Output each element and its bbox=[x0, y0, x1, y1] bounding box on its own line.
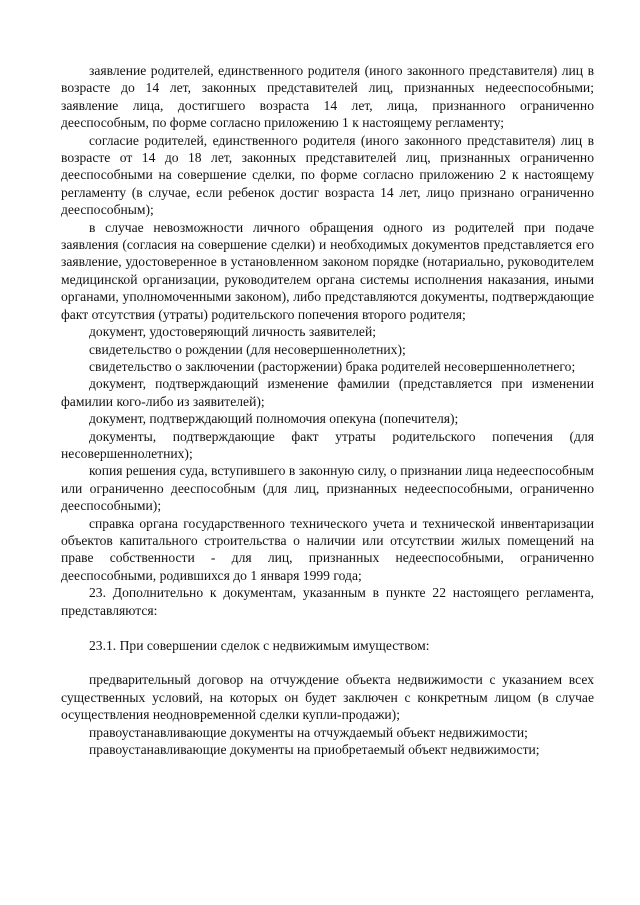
section-subheading: 23.1. При совершении сделок с недвижимым имуществом: bbox=[89, 637, 430, 653]
paragraph-property-certificate: справка органа государственного технического учета и технической инвентаризации объектов капитального строительства о наличии или отсутствии жилых помещений на праве собственности - для лиц, признанных недееспособными, ограниченно дееспособными, родившихся до 1 января 1999 года; bbox=[61, 515, 594, 583]
paragraph-guardian-authority: документ, подтверждающий полномочия опекуна (попечителя); bbox=[89, 411, 459, 427]
paragraph-birth-certificate: свидетельство о рождении (для несовершеннолетних); bbox=[89, 341, 406, 357]
paragraph-consent: согласие родителей, единственного родителя (иного законного представителя) лиц в возрасте от 14 до 18 лет, законных представителей лиц, признанных ограниченно дееспособными на совершение сделки, по форме согласно приложению 2 к настоящему регламенту (в случае, если ребенок достиг возраста 14 лет, лицо признано ограниченно дееспособным); bbox=[61, 132, 594, 218]
paragraph-alienated-property-docs: правоустанавливающие документы на отчуждаемый объект недвижимости; bbox=[89, 724, 528, 740]
paragraph-preliminary-contract: предварительный договор на отчуждение объекта недвижимости с указанием всех существенных условий, на которых он будет заключен с конкретным лицом (в случае осуществления неодновременной сделки купли-продажи); bbox=[61, 672, 594, 723]
paragraph-name-change: документ, подтверждающий изменение фамилии (представляется при изменении фамилии кого-либо из заявителей); bbox=[61, 376, 594, 409]
paragraph-court-decision: копия решения суда, вступившего в законную силу, о признании лица недееспособным или ограниченно дееспособным (для лиц, признанных недееспособными, ограниченно дееспособными); bbox=[61, 463, 594, 514]
paragraph-identity-document: документ, удостоверяющий личность заявителей; bbox=[89, 324, 377, 340]
spacer bbox=[61, 619, 594, 637]
paragraph-loss-of-care: документы, подтверждающие факт утраты родительского попечения (для несовершеннолетних); bbox=[61, 428, 594, 461]
document-page bbox=[61, 62, 594, 758]
paragraph-section-23: 23. Дополнительно к документам, указанным в пункте 22 настоящего регламента, представляются: bbox=[61, 585, 594, 618]
paragraph-absence: в случае невозможности личного обращения одного из родителей при подаче заявления (согласия на совершение сделки) и необходимых документов представляется его заявление, удостоверенное в установленном законом порядке (нотариально, руководителем медицинской организации, руководителем органа системы исполнения наказания, иными органами, уполномоченными законом), либо представляются документы, подтверждающие факт отсутствия (утраты) родительского попечения второго родителя; bbox=[61, 219, 594, 322]
paragraph-marriage-certificate: свидетельство о заключении (расторжении) брака родителей несовершеннолетнего; bbox=[89, 358, 576, 374]
paragraph-acquired-property-docs: правоустанавливающие документы на приобретаемый объект недвижимости; bbox=[89, 742, 540, 758]
spacer bbox=[61, 654, 594, 672]
paragraph-statement: заявление родителей, единственного родителя (иного законного представителя) лиц в возрасте до 14 лет, законных представителей лиц, признанных недееспособными; заявление лица, достигшего возраста 14 лет, лица, признанного ограниченно дееспособным, по форме согласно приложению 1 к настоящему регламенту; bbox=[61, 63, 594, 131]
